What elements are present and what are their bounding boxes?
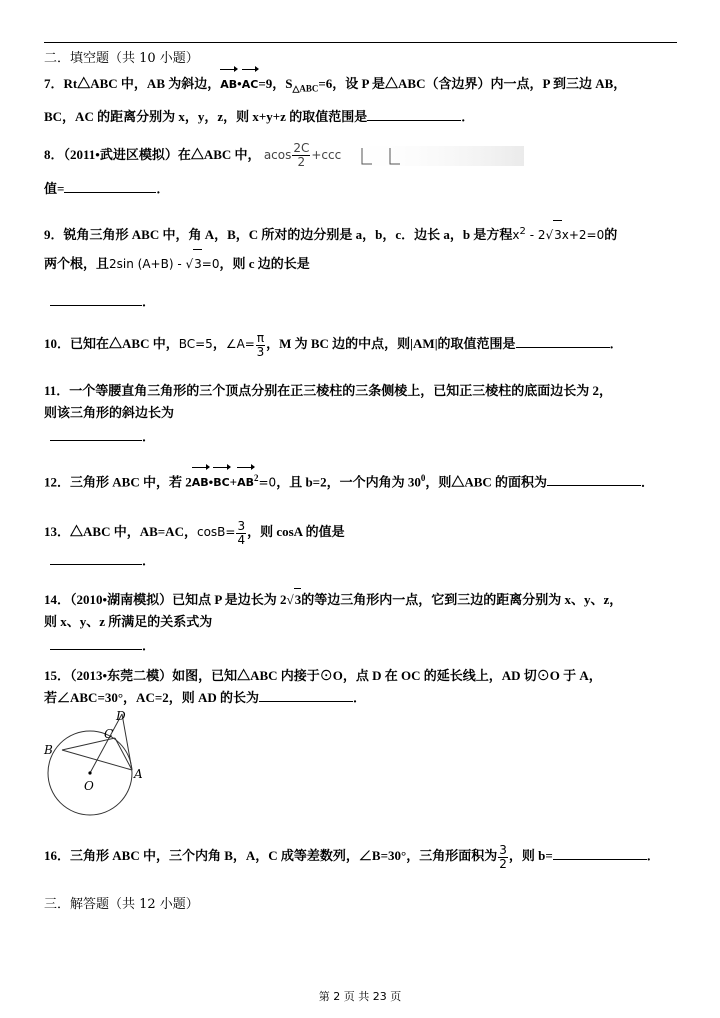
- q9-tail: 的: [604, 227, 618, 242]
- label-d: D: [116, 709, 126, 723]
- q12-sup2: 0: [420, 473, 426, 483]
- q16-frac-den: 2: [499, 856, 507, 871]
- q7-subscript: △ABC: [292, 83, 319, 94]
- q9-end: ．: [142, 294, 156, 309]
- q11-text-1: 一个等腰直角三角形的三个顶点分别在正三棱柱的三条侧棱上，已知正三棱柱的底面边长为 2，: [69, 383, 613, 398]
- q10-end: ．: [609, 336, 623, 351]
- q12-text: 三角形 ABC 中，若 2: [70, 474, 192, 490]
- q13-answer-blank: [50, 550, 142, 565]
- question-16: [44, 842, 680, 871]
- q8-number: 8．: [44, 147, 64, 162]
- q8-end: ．: [156, 181, 170, 196]
- label-a: A: [134, 767, 143, 781]
- question-11: [44, 380, 680, 448]
- q8-text: （2011•武进区模拟）在△ABC 中，: [63, 147, 261, 162]
- q9-eq-x: x: [512, 228, 520, 242]
- q7-answer-blank: [367, 106, 461, 121]
- section-fill-title: 二．填空题（共 10 小题）: [44, 51, 199, 66]
- q16-text-2: ，则 b=: [508, 848, 553, 863]
- q15-end: ．: [353, 690, 367, 705]
- q15-text-line2: 若∠ABC=30°，AC=2，则 AD 的长为: [44, 690, 260, 705]
- q8-frac-num: 2C: [293, 141, 310, 155]
- q13-number: 13．: [44, 524, 71, 539]
- label-b: B: [44, 743, 53, 757]
- q13-text: △ABC 中，AB=AC，: [70, 524, 197, 539]
- question-10: [44, 330, 680, 359]
- q12-dot: •: [208, 474, 214, 490]
- q10-angle: ∠A=: [225, 337, 255, 351]
- q16-number: 16．: [44, 848, 71, 863]
- q10-frac-den: 3: [256, 344, 265, 359]
- q10-number: 10．: [44, 336, 71, 351]
- question-8: [44, 141, 680, 203]
- q7-vector-ab: AB: [220, 71, 237, 99]
- q9-text-line2a: 两个根，且: [44, 256, 110, 271]
- q8-text-line2: 值=: [44, 181, 65, 196]
- q12-vector-ab-2: AB: [237, 469, 254, 497]
- q9-answer-blank: [50, 291, 142, 306]
- q12-number: 12．: [44, 474, 71, 490]
- q12-eq: =0: [258, 475, 277, 490]
- q7-text-3: =6，设 P 是△ABC（含边界）内一点，P 到三边 AB，: [318, 76, 627, 91]
- q12-plus: +: [229, 474, 238, 490]
- q12-vector-ab: AB: [192, 469, 209, 497]
- q10-text: 已知在△ABC 中，: [70, 336, 179, 351]
- q9-condition: 2sin (A+B) - √3=0: [109, 257, 219, 271]
- q8-formula: [263, 141, 342, 169]
- q16-text: 三角形 ABC 中，三个内角 B，A，C 成等差数列，∠B=30°，三角形面积为: [70, 848, 498, 863]
- q7-vector-ac: AC: [242, 71, 259, 99]
- q13-cosb: cosB=: [196, 525, 236, 539]
- q9-text-line2b: ，则 c 边的长是: [219, 256, 310, 271]
- q16-frac-num: 3: [499, 842, 507, 857]
- question-14: 14．（2010•湖南模拟）已知点 P 是边长为 2√3的等边三角形内一点，它到三边的距离分别为 x、y、z， 则 x、y、z 所满足的关系式为 ．: [44, 588, 680, 657]
- q9-eq-mid: - 2: [525, 228, 546, 242]
- q14-sqrt: 3: [294, 588, 302, 611]
- q9-cond-formula: 2sin (A+B) -: [109, 257, 186, 271]
- q8-cropped-formula-image: [344, 144, 524, 168]
- q10-comma: ，: [212, 336, 226, 351]
- q12-text-3: ，则△ABC 的面积为: [425, 474, 548, 490]
- q15-answer-blank: [259, 687, 353, 702]
- q8-answer-blank: [64, 178, 156, 193]
- q14-text-2: 的等边三角形内一点，它到三边的距离分别为 x、y、z，: [301, 592, 623, 607]
- q12-sup: 2: [253, 473, 259, 483]
- question-15: [44, 665, 680, 709]
- q9-cond-eq: =0: [201, 257, 220, 271]
- q8-formula-post: +ccc: [311, 148, 342, 162]
- q7-text-line2: BC，AC 的距离分别为 x，y，z，则 x+y+z 的取值范围是: [44, 108, 368, 124]
- q13-end: ．: [142, 552, 156, 568]
- q9-text: 锐角三角形 ABC 中，角 A，B，C 所对的边分别是 a，b，c．边长 a，b 是方程: [63, 227, 513, 242]
- q8-frac-den: 2: [297, 155, 306, 169]
- question-12: [44, 464, 680, 497]
- point-o: [88, 771, 91, 774]
- q10-text-2: ，M 为 BC 边的中点，则|AM|的取值范围是: [266, 336, 516, 351]
- question-9: [44, 218, 680, 316]
- q13-frac-num: 3: [237, 518, 246, 533]
- q9-equation: $x^2 - 2√3x+2=0$: [512, 228, 604, 242]
- label-o: O: [84, 779, 94, 793]
- q12-answer-blank: [547, 471, 641, 486]
- q10-fraction: [256, 332, 265, 359]
- page-footer: 第 2 页 共 23 页: [318, 990, 402, 1003]
- q10-frac-num: π: [256, 330, 265, 345]
- q16-end: ．: [646, 848, 660, 863]
- q11-answer-blank: [50, 426, 142, 441]
- q11-number: 11．: [44, 383, 70, 398]
- q12-vector-bc: BC: [213, 469, 229, 497]
- q7-text-1: Rt△ABC 中，AB 为斜边，: [63, 76, 221, 91]
- q13-fraction: [236, 520, 246, 547]
- q7-end: ．: [461, 108, 475, 124]
- q12-text-2: ，且 b=2，一个内角为 30: [276, 474, 421, 490]
- q9-number: 9．: [44, 227, 64, 242]
- q9-eq-sup: 2: [519, 226, 526, 237]
- q14-number: 14．: [44, 592, 71, 607]
- q9-eq-sqrt: 3: [553, 220, 562, 249]
- q8-formula-pre: acos: [263, 148, 292, 162]
- q9-cond-sqrt: 3: [193, 249, 202, 278]
- q14-text: （2010•湖南模拟）已知点 P 是边长为 2: [70, 592, 287, 607]
- question-13: [44, 518, 680, 575]
- q15-number: 15．: [44, 668, 71, 683]
- q14-text-line2: 则 x、y、z 所满足的关系式为: [44, 614, 213, 629]
- label-c: C: [104, 727, 114, 741]
- q15-text: （2013•东莞二模）如图，已知△ABC 内接于⊙O，点 D 在 OC 的延长线上，AD 切⊙O 于 A，: [70, 668, 602, 683]
- q12-end: ．: [641, 474, 655, 490]
- q8-fraction: [292, 142, 310, 169]
- q9-eq-end: x+2=0: [561, 228, 605, 242]
- header-rule: [44, 42, 677, 43]
- q16-answer-blank: [553, 845, 647, 860]
- q14-end: ．: [142, 638, 156, 653]
- q10-answer-blank: [516, 333, 610, 348]
- q15-geometry-figure: [40, 708, 143, 820]
- q13-frac-den: 4: [237, 532, 246, 547]
- section-answer-title: 三．解答题（共 12 小题）: [44, 897, 199, 912]
- q7-text-2: =9，S: [258, 76, 293, 91]
- q11-text-2: 则该三角形的斜边长为: [44, 405, 175, 420]
- question-7: [44, 70, 680, 131]
- q11-end: ．: [142, 429, 156, 444]
- q13-text-2: ，则 cosA 的值是: [247, 524, 345, 539]
- q10-bc: BC=5: [178, 337, 213, 351]
- q7-number: 7．: [44, 76, 64, 91]
- q14-answer-blank: [50, 635, 142, 650]
- q16-fraction: [498, 844, 508, 871]
- q7-dot: •: [237, 76, 242, 91]
